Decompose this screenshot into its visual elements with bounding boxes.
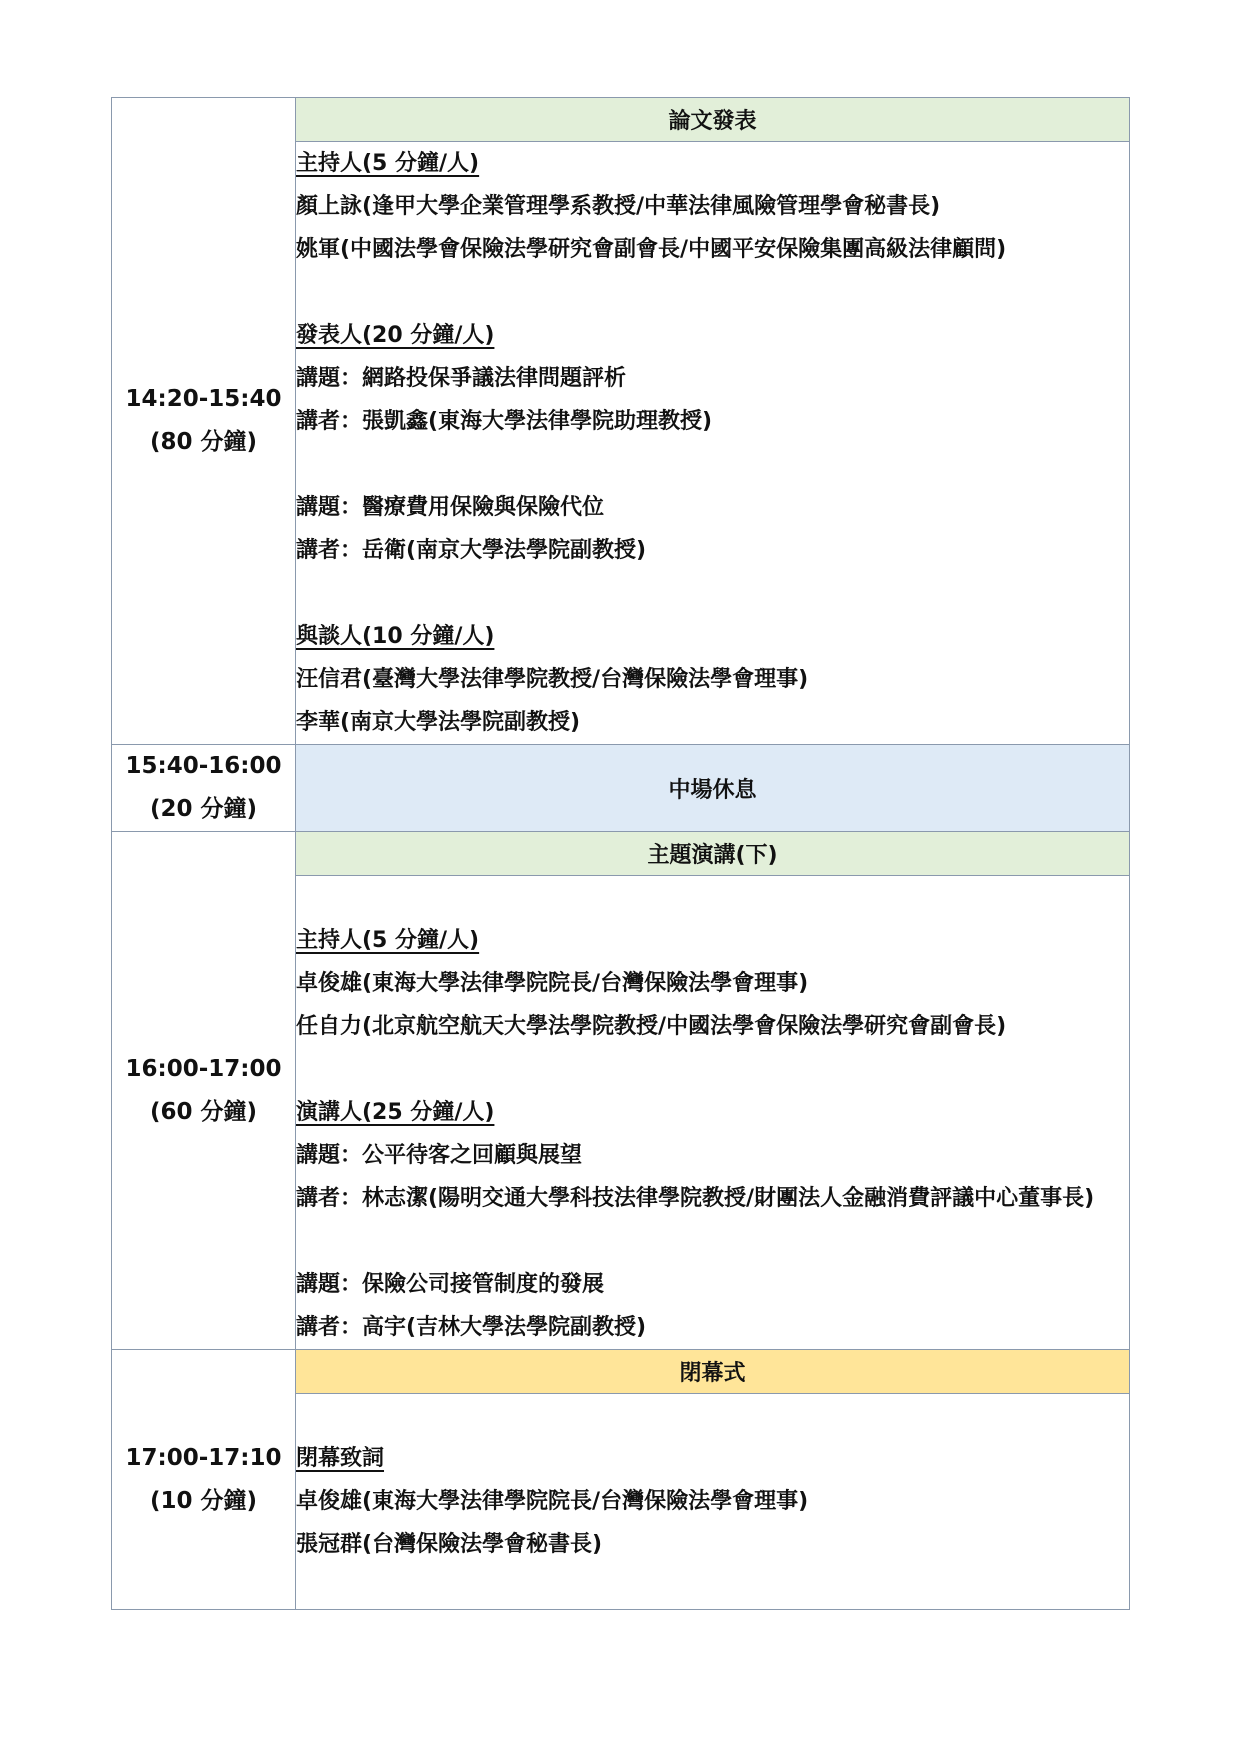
blank-line — [296, 271, 1129, 314]
detail-line: 姚軍(中國法學會保險法學研究會副會長/中國平安保險集團高級法律顧問) — [296, 237, 1007, 262]
blank-line — [296, 876, 1129, 919]
detail-line: 講者：高宇(吉林大學法學院副教授) — [296, 1315, 647, 1340]
detail-line: 汪信君(臺灣大學法律學院教授/台灣保險法學會理事) — [296, 667, 809, 692]
role-heading — [296, 1091, 1129, 1134]
session-details — [296, 876, 1130, 1350]
role-heading-text: 主持人(5 分鐘/人) — [296, 151, 480, 176]
role-heading-text: 發表人(20 分鐘/人) — [296, 323, 495, 348]
session-title: 閉幕式 — [296, 1350, 1130, 1394]
blank-line — [296, 443, 1129, 486]
detail-line: 講者：岳衛(南京大學法學院副教授) — [296, 538, 647, 563]
role-heading — [296, 1437, 1129, 1480]
session-details — [296, 1394, 1130, 1610]
time-cell — [112, 1350, 296, 1610]
time-range: 16:00-17:00 — [125, 1055, 282, 1082]
blank-line — [296, 1566, 1129, 1609]
time-cell — [112, 98, 296, 745]
detail-line: 顏上詠(逢甲大學企業管理學系教授/中華法律風險管理學會秘書長) — [296, 194, 941, 219]
agenda-table — [111, 97, 1130, 1610]
detail-line: 講者：張凱鑫(東海大學法律學院助理教授) — [296, 409, 713, 434]
session-title: 中場休息 — [296, 745, 1130, 832]
detail-line: 卓俊雄(東海大學法律學院院長/台灣保險法學會理事) — [296, 1489, 809, 1514]
detail-line: 講題：公平待客之回顧與展望 — [296, 1143, 583, 1168]
blank-line — [296, 1048, 1129, 1091]
session-title: 論文發表 — [296, 98, 1130, 142]
role-heading — [296, 314, 1129, 357]
time-cell — [112, 745, 296, 832]
role-heading — [296, 919, 1129, 962]
time-range: 15:40-16:00 — [125, 753, 282, 779]
session-row-break — [112, 745, 1130, 832]
role-heading-text: 與談人(10 分鐘/人) — [296, 624, 495, 649]
detail-line: 講者：林志潔(陽明交通大學科技法律學院教授/財團法人金融消費評議中心董事長) — [296, 1186, 1095, 1211]
session-row-paper-presentation — [112, 98, 1130, 142]
session-title: 主題演講(下) — [296, 832, 1130, 876]
role-heading-text: 主持人(5 分鐘/人) — [296, 928, 480, 953]
session-row-closing — [112, 1350, 1130, 1394]
blank-line — [296, 572, 1129, 615]
detail-line: 李華(南京大學法學院副教授) — [296, 710, 581, 735]
detail-line: 講題：網路投保爭議法律問題評析 — [296, 366, 627, 391]
time-range: 17:00-17:10 — [125, 1444, 282, 1471]
time-range: 14:20-15:40 — [125, 386, 282, 412]
duration: (80 分鐘) — [149, 429, 258, 455]
detail-line: 講題：保險公司接管制度的發展 — [296, 1272, 605, 1297]
role-heading — [296, 142, 1129, 185]
duration: (20 分鐘) — [149, 796, 258, 822]
duration: (60 分鐘) — [149, 1098, 258, 1125]
session-details — [296, 142, 1130, 745]
detail-line: 講題：醫療費用保險與保險代位 — [296, 495, 605, 520]
role-heading — [296, 615, 1129, 658]
detail-line: 卓俊雄(東海大學法律學院院長/台灣保險法學會理事) — [296, 971, 809, 996]
detail-line: 任自力(北京航空航天大學法學院教授/中國法學會保險法學研究會副會長) — [296, 1014, 1007, 1039]
blank-line — [296, 1394, 1129, 1437]
detail-line: 張冠群(台灣保險法學會秘書長) — [296, 1532, 603, 1557]
blank-line — [296, 1220, 1129, 1263]
role-heading-text: 演講人(25 分鐘/人) — [296, 1100, 495, 1125]
duration: (10 分鐘) — [149, 1487, 258, 1514]
time-cell — [112, 832, 296, 1350]
role-heading-text: 閉幕致詞 — [296, 1446, 385, 1471]
session-row-keynote — [112, 832, 1130, 876]
